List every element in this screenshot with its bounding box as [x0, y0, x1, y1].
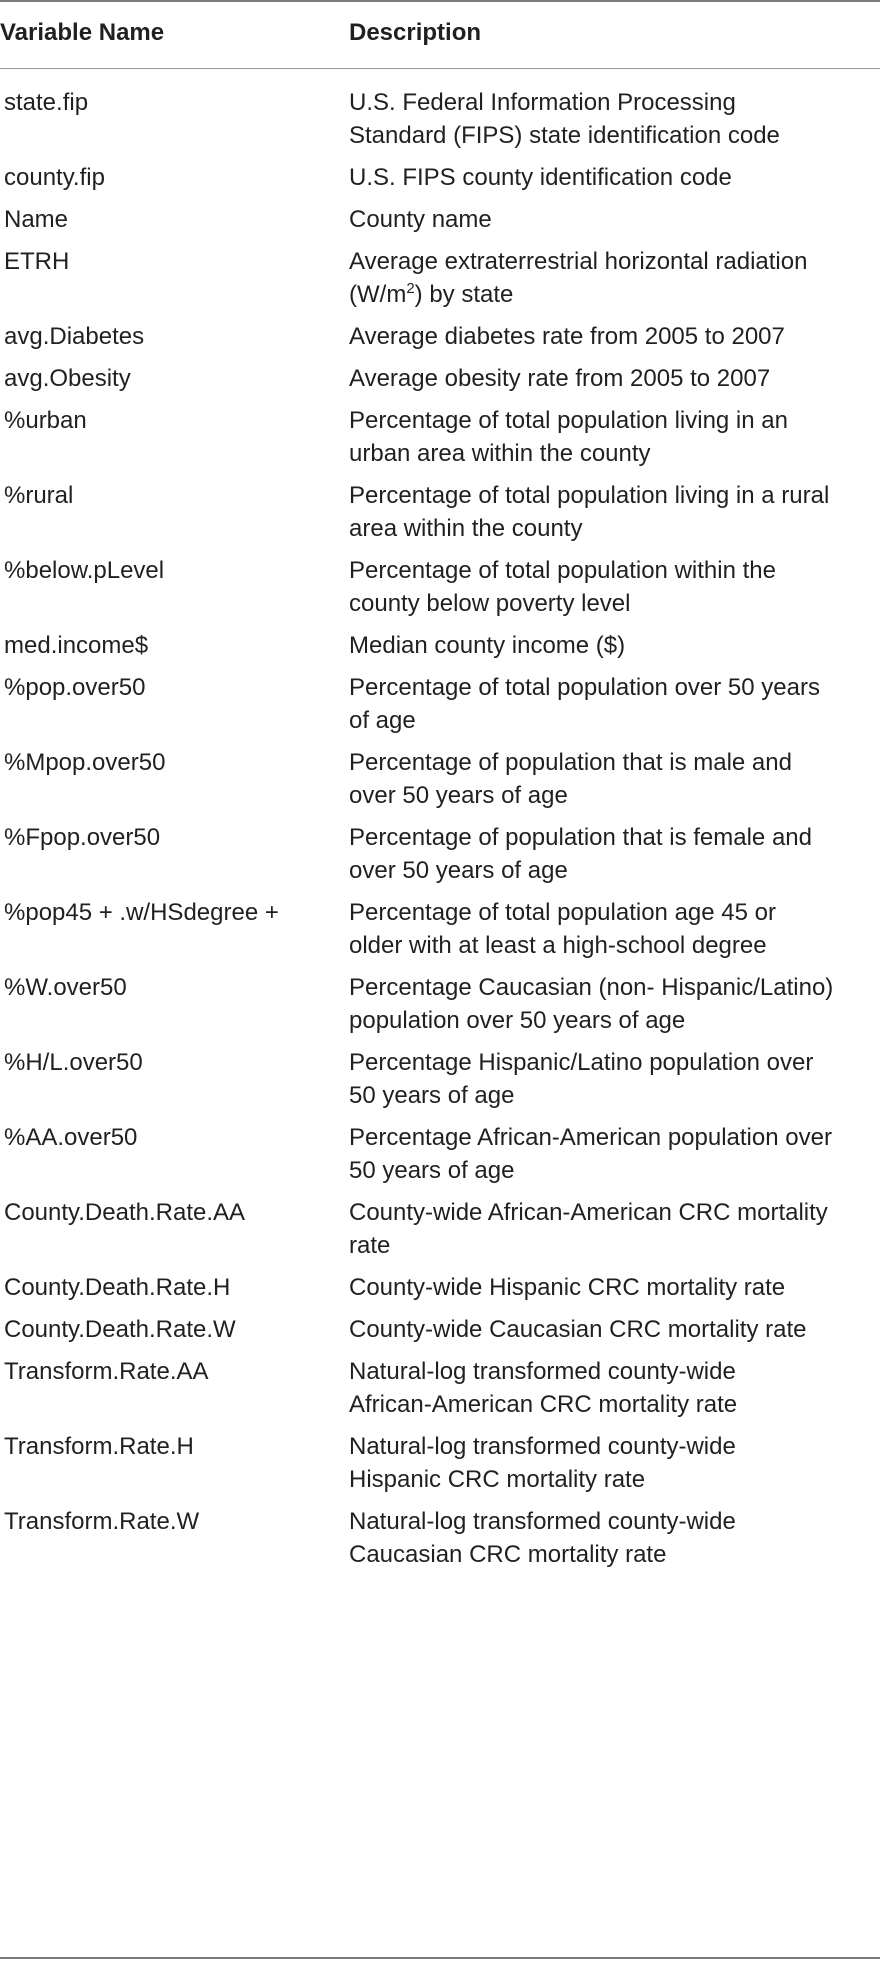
variable-name-cell: County.Death.Rate.H: [4, 1274, 231, 1301]
description-cell: [349, 1196, 880, 1262]
table-row: [0, 320, 880, 353]
table-row: [0, 821, 880, 887]
description-cell: [349, 203, 880, 236]
table-row: [0, 629, 880, 662]
variable-name-cell: %Mpop.over50: [4, 749, 166, 776]
description-cell: [349, 362, 880, 395]
table-row: [0, 1505, 880, 1571]
description-line: Percentage Hispanic/Latino population over: [349, 1049, 814, 1076]
variable-name-cell: Name: [4, 206, 69, 233]
description-cell: [349, 1430, 880, 1496]
description-line: U.S. FIPS county identification code: [349, 164, 732, 191]
description-line: Percentage of population that is male and: [349, 749, 792, 776]
description-line: County-wide Caucasian CRC mortality rate: [349, 1316, 807, 1343]
description-cell: [349, 746, 880, 812]
description-line: of age: [349, 707, 416, 734]
description-line: 50 years of age: [349, 1157, 515, 1184]
table-body: [0, 86, 880, 1580]
description-line: Standard (FIPS) state identification code: [349, 122, 780, 149]
description-line: Percentage of total population living in a rural: [349, 482, 830, 509]
description-line: over 50 years of age: [349, 857, 568, 884]
description-line: Average obesity rate from 2005 to 2007: [349, 365, 771, 392]
description-line: Percentage of total population age 45 or: [349, 899, 776, 926]
description-line: Percentage of total population within the: [349, 557, 776, 584]
description-cell: [349, 671, 880, 737]
table-header-rule: [0, 68, 880, 69]
description-line: urban area within the county: [349, 440, 651, 467]
description-line: $(W/m^2)$ by state: [349, 280, 514, 308]
table-row: [0, 971, 880, 1037]
variable-name-cell: %H/L.over50: [4, 1049, 143, 1076]
variable-name-cell: avg.Diabetes: [4, 323, 145, 350]
description-line: U.S. Federal Information Processing: [349, 89, 736, 116]
variable-name-cell: Transform.Rate.H: [4, 1433, 194, 1460]
description-line: population over 50 years of age: [349, 1007, 686, 1034]
table-row: [0, 896, 880, 962]
description-cell: [349, 1313, 880, 1346]
description-line: Hispanic CRC mortality rate: [349, 1466, 646, 1493]
description-line: County-wide Hispanic CRC mortality rate: [349, 1274, 786, 1301]
description-cell: [349, 320, 880, 353]
description-cell: [349, 479, 880, 545]
description-cell: [349, 161, 880, 194]
variable-name-cell: %AA.over50: [4, 1124, 138, 1151]
description-line: Median county income ($): [349, 632, 626, 659]
description-cell: [349, 86, 880, 152]
description-line: county below poverty level: [349, 590, 631, 617]
table-row: [0, 86, 880, 152]
description-line: Natural-log transformed county-wide: [349, 1358, 736, 1385]
variable-name-cell: med.income$: [4, 632, 149, 659]
header-description: Description: [349, 19, 482, 46]
description-cell: [349, 1046, 880, 1112]
table-row: [0, 404, 880, 470]
table-row: [0, 1121, 880, 1187]
description-line: Natural-log transformed county-wide: [349, 1508, 736, 1535]
variable-name-cell: %rural: [4, 482, 74, 509]
variable-name-cell: County.Death.Rate.W: [4, 1316, 236, 1343]
table-row: [0, 1196, 880, 1262]
table-row: [0, 1313, 880, 1346]
table-row: [0, 362, 880, 395]
table-row: [0, 554, 880, 620]
description-line: rate: [349, 1232, 391, 1259]
description-line: County name: [349, 206, 492, 233]
variable-name-cell: state.fip: [4, 89, 89, 116]
description-cell: [349, 1505, 880, 1571]
description-line: Percentage of total population over 50 years: [349, 674, 820, 701]
description-cell: [349, 896, 880, 962]
variable-name-cell: %pop.over50: [4, 674, 146, 701]
description-line: area within the county: [349, 515, 583, 542]
description-line: 50 years of age: [349, 1082, 515, 1109]
table-row: [0, 245, 880, 311]
description-line: over 50 years of age: [349, 782, 568, 809]
table-bottom-rule: [0, 1957, 880, 1959]
description-cell: [349, 1121, 880, 1187]
description-line: Percentage African-American population over: [349, 1124, 832, 1151]
description-cell: [349, 821, 880, 887]
table-row: [0, 746, 880, 812]
description-line: Percentage of total population living in an: [349, 407, 788, 434]
description-line: Caucasian CRC mortality rate: [349, 1541, 667, 1568]
description-cell: [349, 1355, 880, 1421]
superscript-two: 2: [406, 280, 415, 297]
description-line: County-wide African-American CRC mortality: [349, 1199, 828, 1226]
description-line: Percentage Caucasian (non- Hispanic/Latino): [349, 974, 834, 1001]
table-row: [0, 1355, 880, 1421]
table-row: [0, 1046, 880, 1112]
description-line: Average extraterrestrial horizontal radiation: [349, 248, 808, 275]
variable-name-cell: Transform.Rate.AA: [4, 1358, 209, 1385]
description-line: African-American CRC mortality rate: [349, 1391, 738, 1418]
variable-name-cell: avg.Obesity: [4, 365, 131, 392]
variable-name-cell: %W.over50: [4, 974, 127, 1001]
header-variable-name: Variable Name: [0, 19, 165, 46]
variable-name-cell: %Fpop.over50: [4, 824, 161, 851]
description-line: Percentage of population that is female and: [349, 824, 812, 851]
description-line: older with at least a high-school degree: [349, 932, 767, 959]
variable-name-cell: %urban: [4, 407, 87, 434]
variable-name-cell: %below.pLevel: [4, 557, 165, 584]
description-cell: [349, 245, 880, 311]
table-row: [0, 1271, 880, 1304]
description-cell: [349, 554, 880, 620]
variable-name-cell: County.Death.Rate.AA: [4, 1199, 246, 1226]
table-row: [0, 479, 880, 545]
description-cell: [349, 1271, 880, 1304]
description-line: Average diabetes rate from 2005 to 2007: [349, 323, 785, 350]
table-row: [0, 671, 880, 737]
variable-name-cell: Transform.Rate.W: [4, 1508, 200, 1535]
table-row: [0, 203, 880, 236]
table-header-row: [0, 0, 880, 68]
variable-name-cell: ETRH: [4, 248, 70, 275]
description-cell: [349, 404, 880, 470]
variable-name-cell: county.fip: [4, 164, 105, 191]
table-row: [0, 161, 880, 194]
table-row: [0, 1430, 880, 1496]
description-cell: [349, 629, 880, 662]
description-cell: [349, 971, 880, 1037]
description-line: Natural-log transformed county-wide: [349, 1433, 736, 1460]
variable-name-cell: %pop45 + .w/HSdegree +: [4, 899, 279, 926]
